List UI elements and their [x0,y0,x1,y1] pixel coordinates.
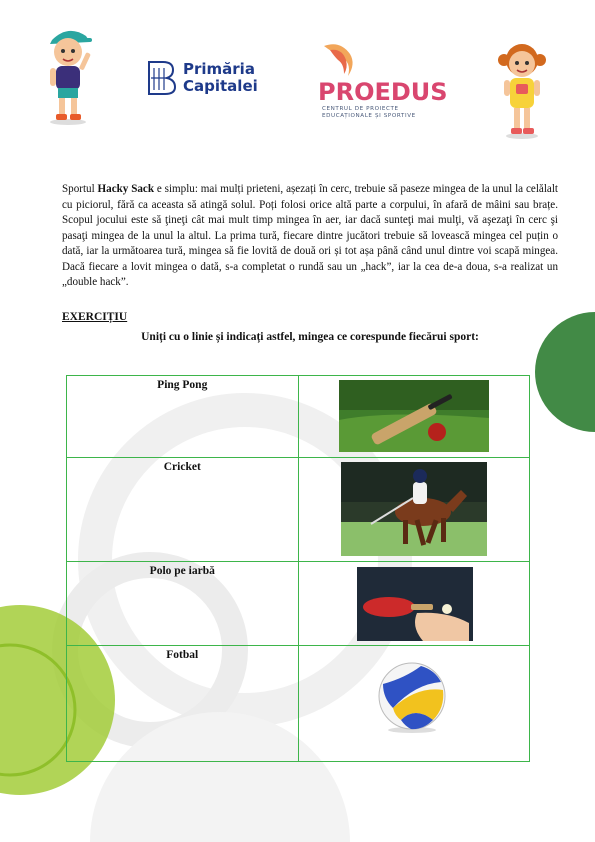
sport-image-cell [298,458,529,562]
primaria-emblem-icon [145,60,177,96]
matching-table [66,375,530,762]
proedus-subtitle: CENTRUL DE PROIECTE EDUCAȚIONALE ȘI SPORTIVE [322,106,416,119]
table-row [67,376,530,458]
volleyball-icon [375,660,449,734]
horse-polo-icon [341,462,487,556]
ping-pong-paddle-icon [357,567,473,641]
primaria-line1: Primăria [183,60,255,78]
sport-name-cell: Fotbal [67,646,299,762]
sport-image-cell [298,562,529,646]
header [0,22,595,132]
intro-part1: Sportul [62,183,98,195]
table-row [67,458,530,562]
sport-image-cell [298,646,529,762]
table-row [67,562,530,646]
sport-name-cell: Polo pe iarbă [67,562,299,646]
intro-paragraph [62,182,558,291]
boy-mascot-icon [38,22,98,127]
proedus-wordmark: PROEDUS [318,78,448,106]
intro-part2: e simplu: mai mulți prieteni, așezați în cerc, trebuie să paseze mingea de la unul la celălalt cu piciorul, fără ca aceasta să atingă solul. Poți folosi orice altă parte a corpului, în afară de mâini sau brațe. Scopul jocului este să ţineţi cât mai mult timp mingea în aer, iar dacă sunteţi mai mulţi, vă aşezaţi în cerc şi pasaţi mingea de la unul la altul. La prima tură, fiecare dintre jucători trebuie să lovească mingea cel puțin o dată, iar la următoarea tură, mingea să fie lovită de două ori și tot așa până când unul dintre voi scapă mingea. Dacă fiecare a lovit mingea o dată, s-a completat o rundă sau un „hack”, iar la cea de-a doua, s-a realizat un „double hack”. [62,183,558,288]
proedus-logo [318,40,448,120]
exercise-title: EXERCIȚIU [62,311,128,323]
sport-name-cell: Cricket [67,458,299,562]
girl-mascot-icon [492,36,552,141]
cricket-bat-ball-icon [339,380,489,452]
sport-image-cell [298,376,529,458]
intro-bold-term: Hacky Sack [97,183,155,195]
table-row [67,646,530,762]
primaria-line2: Capitalei [183,77,258,95]
sport-name-cell: Ping Pong [67,376,299,458]
primaria-capitalei-logo [145,58,275,98]
green-arc-right [535,312,595,432]
proedus-flame-icon [318,40,378,80]
exercise-instruction: Uniți cu o linie și indicați astfel, mingea ce corespunde fiecărui sport: [141,331,479,343]
